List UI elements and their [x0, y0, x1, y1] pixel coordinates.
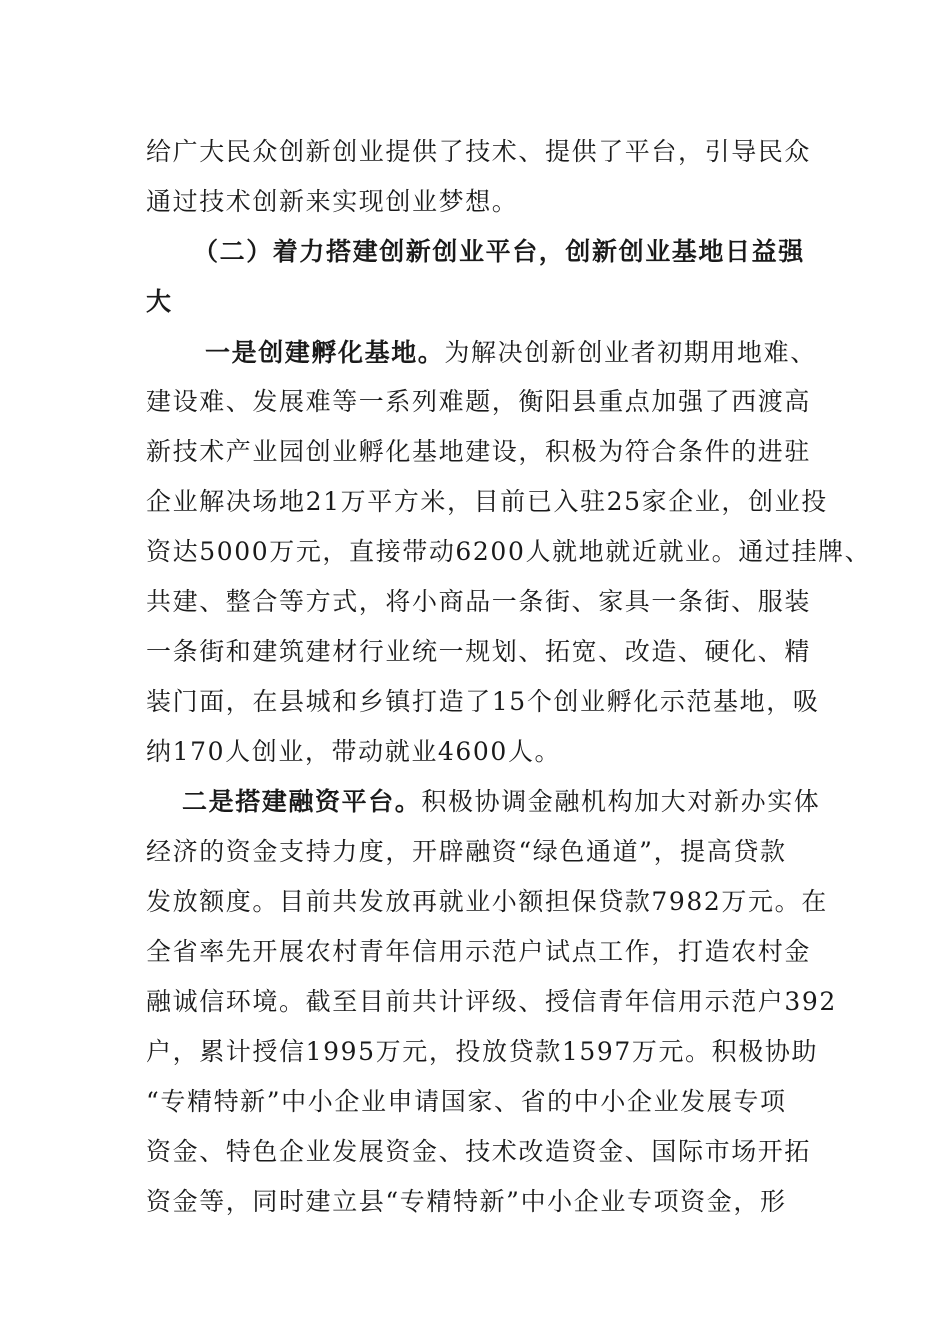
text-line-6: 建设难、发展难等一系列难题，衡阳县重点加强了西渡高: [146, 387, 812, 416]
text-line-7: 新技术产业园创业孵化基地建设，积极为符合条件的进驻: [146, 437, 812, 466]
paragraph-2-first-line: [182, 787, 820, 817]
text-line-10: 共建、整合等方式，将小商品一条街、家具一条街、服装: [146, 587, 812, 616]
text-line-22: 资金等，同时建立县“专精特新”中小企业专项资金，形: [146, 1187, 787, 1216]
text-line-2: 通过技术创新来实现创业梦想。: [146, 187, 519, 216]
paragraph-2-lead: 二是搭建融资平台。: [182, 787, 422, 816]
text-line-18: 融诚信环境。截至目前共计评级、授信青年信用示范户392: [146, 987, 837, 1016]
section-heading-cont: 大: [146, 287, 173, 316]
text-line-21: 资金、特色企业发展资金、技术改造资金、国际市场开拓: [146, 1137, 812, 1166]
text-line-1: 给广大民众创新创业提供了技术、提供了平台，引导民众: [146, 137, 812, 166]
text-line-19: 户，累计授信1995万元，投放贷款1597万元。积极协助: [146, 1037, 819, 1066]
text-line-15: 经济的资金支持力度，开辟融资“绿色通道”，提高贷款: [146, 837, 787, 866]
text-line-8: 企业解决场地21万平方米，目前已入驻25家企业，创业投: [146, 487, 828, 516]
text-line-20: “专精特新”中小企业申请国家、省的中小企业发展专项: [146, 1087, 787, 1116]
paragraph-2-text: 积极协调金融机构加大对新办实体: [421, 787, 821, 816]
text-line-11: 一条街和建筑建材行业统一规划、拓宽、改造、硬化、精: [146, 637, 812, 666]
paragraph-1-lead: 一是创建孵化基地。: [205, 338, 445, 367]
paragraph-1-first-line: [205, 338, 817, 368]
text-line-9: 资达5000万元，直接带动6200人就地就近就业。通过挂牌、: [146, 537, 872, 566]
text-line-12: 装门面，在县城和乡镇打造了15个创业孵化示范基地，吸: [146, 687, 820, 716]
text-line-13: 纳170人创业，带动就业4600人。: [146, 737, 562, 766]
text-line-16: 发放额度。目前共发放再就业小额担保贷款7982万元。在: [146, 887, 828, 916]
section-heading: （二）着力搭建创新创业平台，创新创业基地日益强: [193, 237, 805, 266]
paragraph-1-text: 为解决创新创业者初期用地难、: [444, 338, 817, 367]
text-line-17: 全省率先开展农村青年信用示范户试点工作，打造农村金: [146, 937, 812, 966]
